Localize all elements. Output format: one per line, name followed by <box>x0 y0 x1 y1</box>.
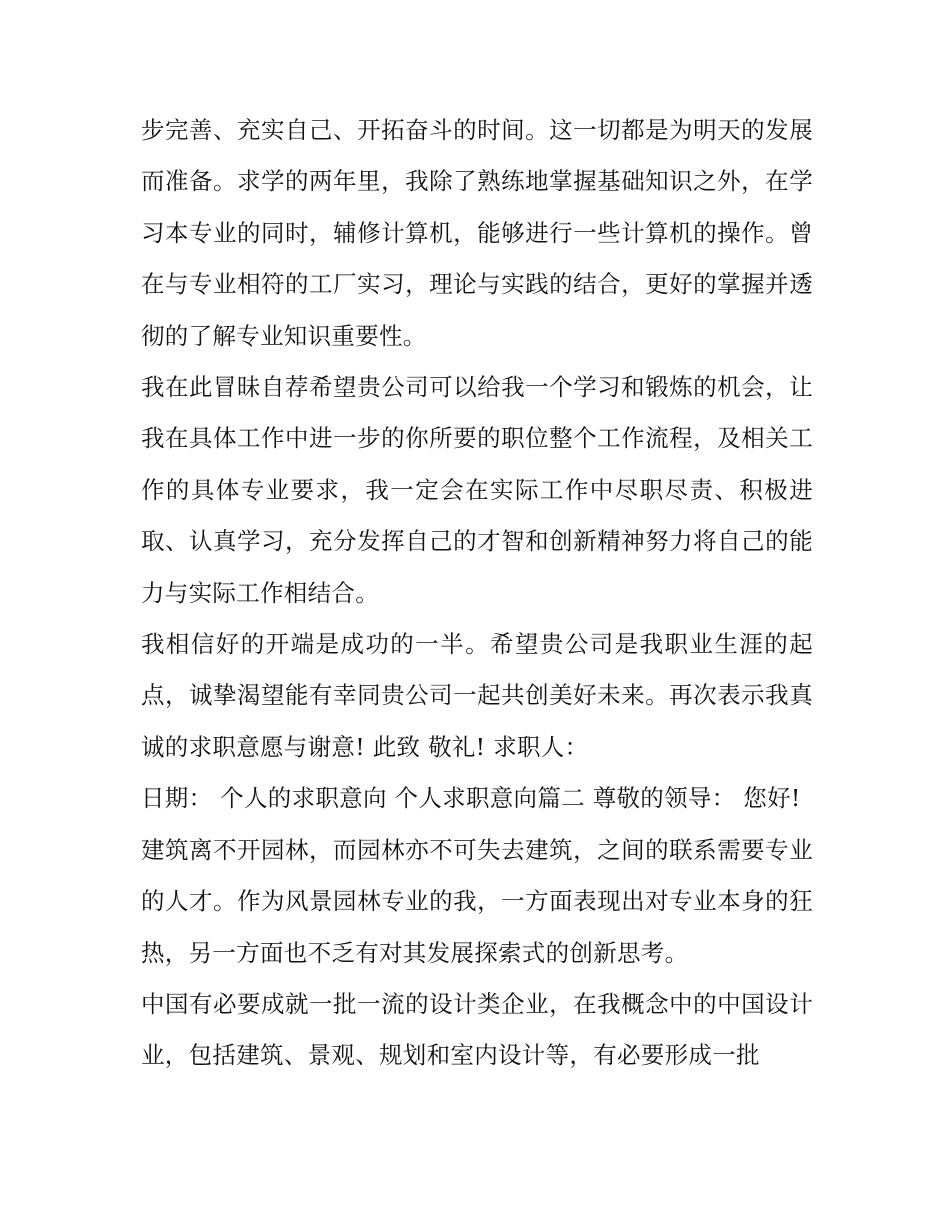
paragraph-landscape-intro: 建筑离不开园林，而园林亦不可失去建筑，之间的联系需要专业的人才。作为风景园林专业的我，一方面表现出对专业本身的狂热，另一方面也不乏有对其发展探索式的创新思考。 <box>141 835 813 967</box>
paragraph-study-experience: 步完善、充实自己、开拓奋斗的时间。这一切都是为明天的发展而准备。求学的两年里，我除了熟练地掌握基础知识之外，在学习本专业的同时，辅修计算机，能够进行一些计算机的操作。曾在与专业相符的工厂实习，理论与实践的结合，更好的掌握并透彻的了解专业知识重要性。 <box>141 116 813 350</box>
document-body <box>141 105 813 1082</box>
paragraph-design-industry: 中国有必要成就一批一流的设计类企业，在我概念中的中国设计业，包括建筑、景观、规划和室内设计等，有必要形成一批 <box>141 989 813 1070</box>
paragraph-date-greeting: 日期： 个人的求职意向 个人求职意向篇二 尊敬的领导： 您好! <box>141 784 801 813</box>
paragraph-self-recommendation: 我在此冒昧自荐希望贵公司可以给我一个学习和锻炼的机会，让我在具体工作中进一步的你所要的职位整个工作流程，及相关工作的具体专业要求，我一定会在实际工作中尽职尽责、积极进取、认真学习，充分发挥自己的才智和创新精神努力将自己的能力与实际工作相结合。 <box>141 373 813 607</box>
paragraph-closing: 我相信好的开端是成功的一半。希望贵公司是我职业生涯的起点，诚挚渴望能有幸同贵公司一起共创美好未来。再次表示我真诚的求职意愿与谢意! 此致 敬礼! 求职人： <box>141 630 813 761</box>
